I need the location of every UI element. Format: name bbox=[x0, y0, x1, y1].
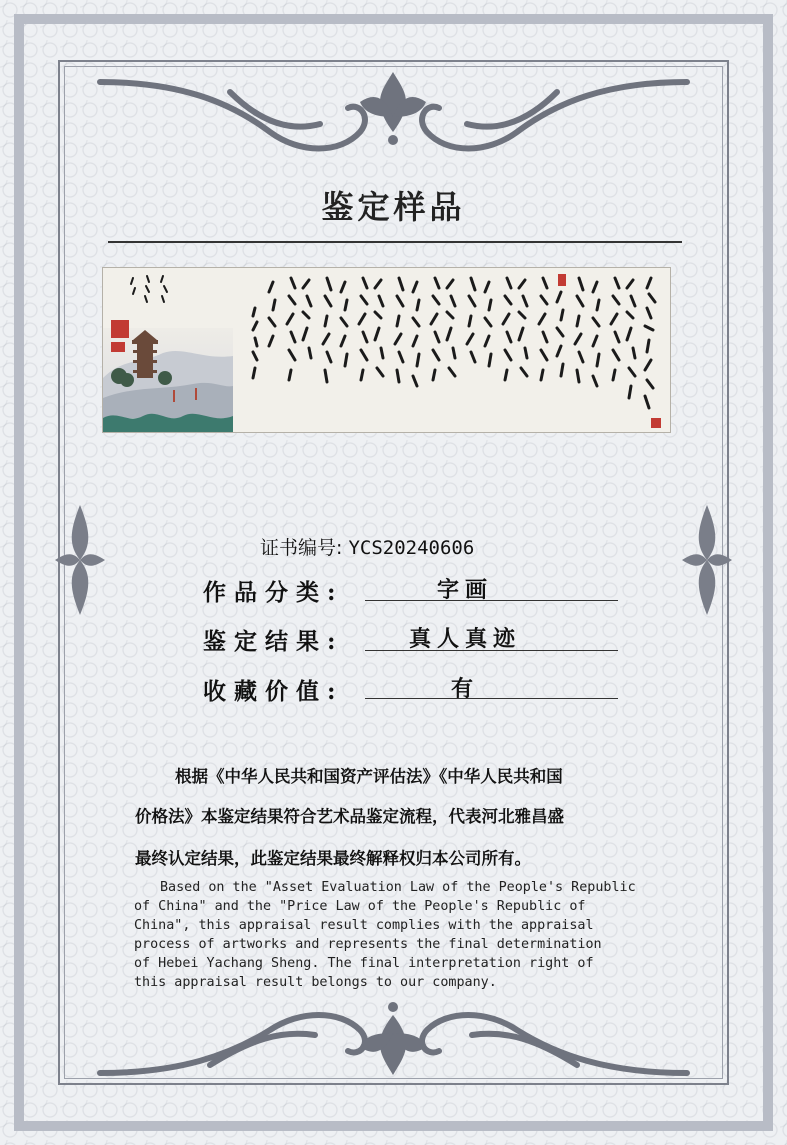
statement-cn-line-3: 最终认定结果，此鉴定结果最终解释权归本公司所有。 bbox=[135, 849, 531, 868]
top-scroll-ornament bbox=[60, 62, 727, 172]
right-fleur-ornament bbox=[677, 500, 737, 620]
statement-en bbox=[134, 878, 694, 992]
field-label-result: 鉴定结果: bbox=[203, 628, 344, 655]
statement-cn-line-2: 价格法》本鉴定结果符合艺术品鉴定流程，代表河北雅昌盛 bbox=[135, 807, 564, 826]
statement-cn-line-1: 根据《中华人民共和国资产评估法》《中华人民共和国 bbox=[175, 767, 563, 786]
statement-en-line-6: this appraisal result belongs to our company. bbox=[134, 975, 497, 990]
field-value-category: 字画 bbox=[436, 577, 493, 603]
statement-en-line-4: process of artworks and represents the final determination bbox=[134, 937, 602, 952]
left-fleur-ornament bbox=[50, 500, 110, 620]
certificate-number bbox=[260, 533, 474, 560]
statement-en-line-1: Based on the "Asset Evaluation Law of the People's Republic bbox=[160, 880, 636, 895]
calligraphy-painting-image bbox=[103, 268, 670, 432]
title-divider bbox=[108, 241, 682, 243]
field-value-collection-value: 有 bbox=[450, 676, 479, 702]
seal-stamp bbox=[111, 320, 129, 338]
field-line-category bbox=[365, 600, 618, 601]
bottom-scroll-ornament bbox=[60, 985, 727, 1085]
field-label-category: 作品分类: bbox=[203, 579, 344, 606]
certificate-number-label: 证书编号: bbox=[260, 537, 343, 559]
field-line-collection-value bbox=[365, 698, 618, 699]
statement-en-line-5: of Hebei Yachang Sheng. The final interpretation right of bbox=[134, 956, 594, 971]
artwork-image bbox=[103, 268, 670, 432]
statement-en-line-3: China", this appraisal result complies with the appraisal bbox=[134, 918, 594, 933]
statement-en-line-2: of China" and the "Price Law of the People's Republic of bbox=[134, 899, 586, 914]
certificate-number-value: YCS20240606 bbox=[348, 537, 475, 559]
field-line-result bbox=[365, 650, 618, 651]
certificate-title: 鉴定样品 bbox=[321, 188, 466, 226]
field-value-result: 真人真迹 bbox=[408, 626, 521, 652]
field-label-collection-value: 收藏价值: bbox=[203, 678, 344, 705]
